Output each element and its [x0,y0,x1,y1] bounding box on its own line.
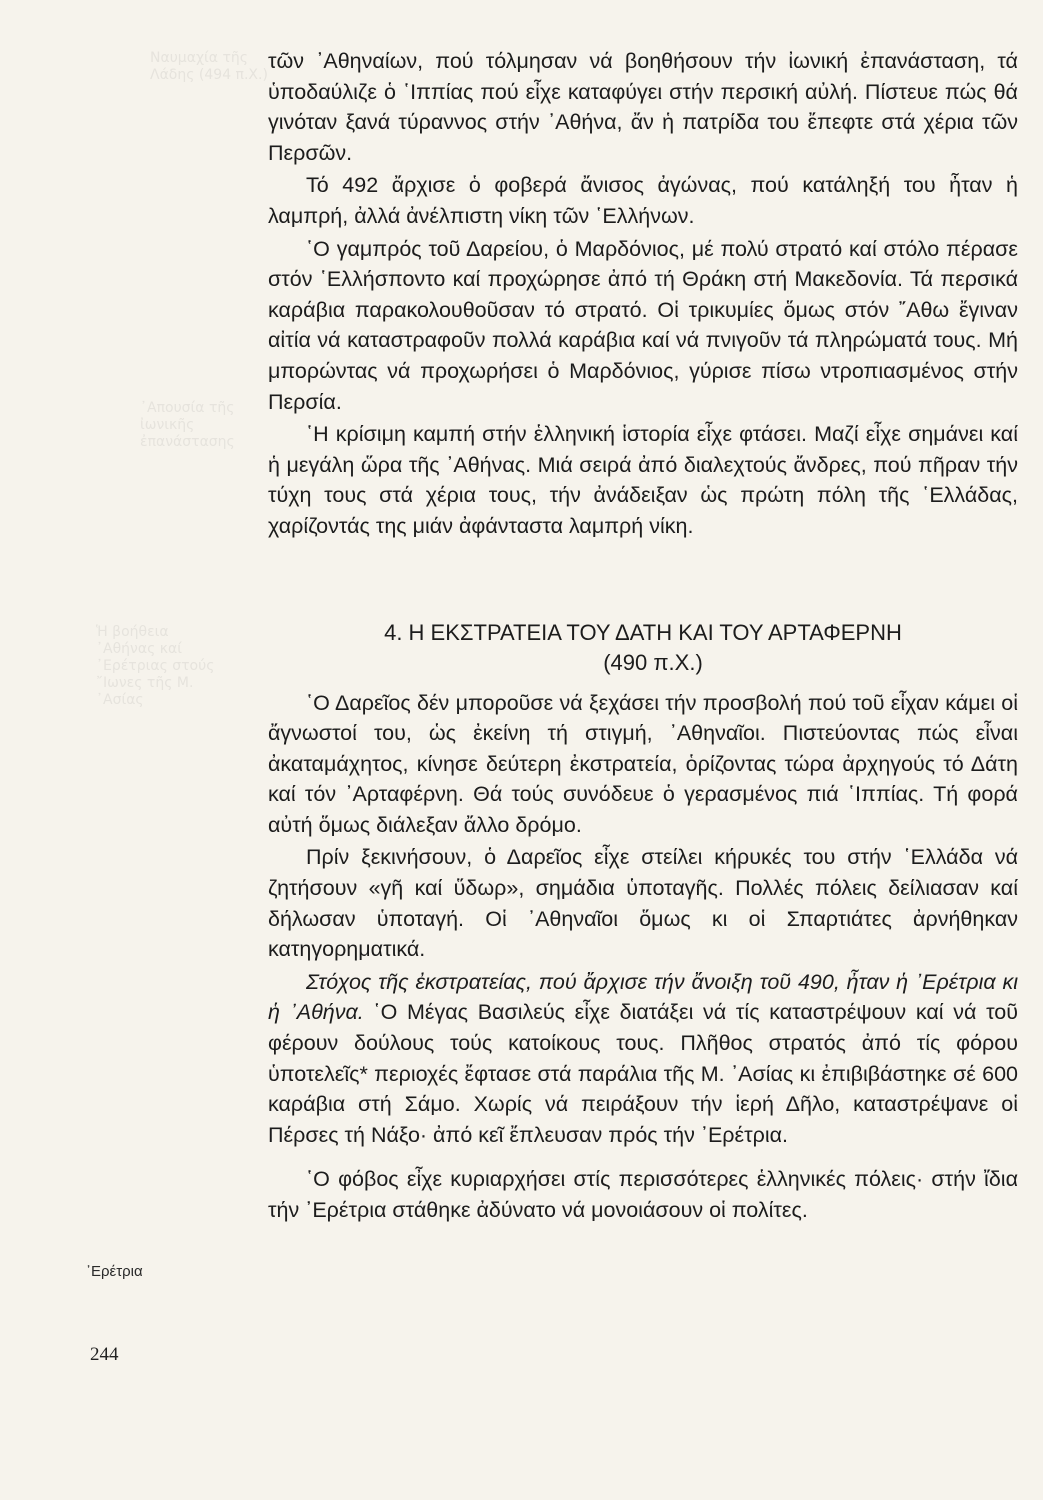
main-text [268,46,1018,1226]
paragraph-rest: ῾Ο Μέγας Βασιλεύς εἶχε διατάξει νά τίς καταστρέψουν καί νά τοῦ φέρουν δούλους τούς κατοίκους τους. Πλῆθος στρατός ἀπό τίς φόρου ὑποτελεῖς* περιοχές ἔφτασε στά παράλια τῆς Μ. ᾿Ασίας κι ἐπιβιβάστηκε σέ 600 καράβια στή Σάμο. Χωρίς νά πειράξουν τήν ἱερή Δῆλο, καταστρέψανε οἱ Πέρσες τή Νάξο· ἀπό κεῖ ἔπλευσαν πρός τήν ᾿Ερέτρια. [268,1000,1018,1147]
paragraph: ῾Η κρίσιμη καμπή στήν ἑλληνική ἱστορία εἶχε φτάσει. Μαζί εἶχε σημάνει καί ἡ μεγάλη ὥρα τῆς ᾿Αθήνας. Μιά σειρά ἀπό διαλεχτούς ἄνδρες, πού πῆραν τήν τύχη τους στά χέρια τους, τήν ἀνάδειξαν ὡς πρώτη πόλη τῆς ῾Ελλάδας, χαρίζοντάς της μιάν ἀφάνταστα λαμπρή νίκη. [268,422,1018,538]
bleed-through: Ναυμαχία τῆς Λάδης (494 π.Χ.) [150,50,268,83]
section-subtitle: (490 π.Χ.) [603,649,703,675]
page-number: 244 [90,1344,119,1365]
italic-phrase: Στόχος τῆς ἐκστρατείας, πού ἄρχισε τήν ἄνοιξη τοῦ 490, ἦταν ἡ ᾿Ερέτρια κι ἡ ᾿Αθήνα. [268,969,1018,1025]
bleed-through: ᾿Απουσία τῆς ἰωνικῆς ἐπανάστασης [140,400,235,450]
paragraph: Πρίν ξεκινήσουν, ὁ Δαρεῖος εἶχε στείλει κήρυκές του στήν ῾Ελλάδα νά ζητήσουν «γῆ καί ὕδωρ», σημάδια ὑποταγῆς. Πολλές πόλεις δείλιασαν καί δήλωσαν ὑποταγή. Οἱ ᾿Αθηναῖοι ὅμως κι οἱ Σπαρτιάτες ἀρνήθηκαν κατηγορηματικά. [268,845,1018,962]
section-heading [268,618,1018,678]
paragraph: τῶν ᾿Αθηναίων, πού τόλμησαν νά βοηθήσουν τήν ἰωνική ἐπανάσταση, τά ὑποδαύλιζε ὁ ῾Ιππίας πού εἶχε καταφύγει στήν περσική αὐλή. Πίστευε πώς θά γινόταν ξανά τύραννος στήν ᾿Αθήνα, ἄν ἡ πατρίδα του ἔπεφτε στά χέρια τῶν Περσῶν. [268,49,1018,165]
paragraph: ῾Ο Δαρεῖος δέν μποροῦσε νά ξεχάσει τήν προσβολή πού τοῦ εἶχαν κάμει οἱ ἄγνωστοί του, ὡς ἐκείνη τή στιγμή, ᾿Αθηναῖοι. Πιστεύοντας πώς εἶναι ἀκαταμάχητος, κίνησε δεύτερη ἐκστρατεία, ὁρίζοντας τώρα ἀρχηγούς τό Δάτη καί τόν ᾿Αρταφέρνη. Θά τούς συνόδευε ὁ γερασμένος πιά ῾Ιππίας. Τή φορά αὐτή ὅμως διάλεξαν ἄλλο δρόμο. [268,690,1018,837]
paragraph: ῾Ο γαμπρός τοῦ Δαρείου, ὁ Μαρδόνιος, μέ πολύ στρατό καί στόλο πέρασε στόν ῾Ελλήσποντο καί προχώρησε ἀπό τή Θράκη στή Μακεδονία. Τά περσικά καράβια παρακολουθοῦσαν τό στρατό. Οἱ τρικυμίες ὅμως στόν ῎Αθω ἔγιναν αἰτία νά καταστραφοῦν πολλά καράβια καί νά πνιγοῦν τά πληρώματά τους. Μή μπορώντας νά προχωρήσει ὁ Μαρδόνιος, γύρισε πίσω ντροπιασμένος στήν Περσία. [268,236,1018,414]
margin-note: ᾿Ερέτρια [86,1263,143,1280]
bleed-through: Ἡ βοήθεια ᾿Αθήνας καί ᾿Ερέτριας στούς ῎Ιωνες τῆς Μ. ᾿Ασίας [96,624,215,708]
paragraph: Τό 492 ἄρχισε ὁ φοβερά ἄνισος ἀγώνας, πού κατάληξή του ἦταν ἡ λαμπρή, ἀλλά ἀνέλπιστη νίκη τῶν ῾Ελλήνων. [268,173,1018,228]
section-title: 4. Η ΕΚΣΤΡΑΤΕΙΑ ΤΟΥ ΔΑΤΗ ΚΑΙ ΤΟΥ ΑΡΤΑΦΕΡΝΗ [384,619,902,645]
paragraph [268,967,1018,1151]
paragraph: ῾Ο φόβος εἶχε κυριαρχήσει στίς περισσότερες ἑλληνικές πόλεις· στήν ἴδια τήν ᾿Ερέτρια στάθηκε ἀδύνατο νά μονοιάσουν οἱ πολίτες. [268,1167,1018,1222]
